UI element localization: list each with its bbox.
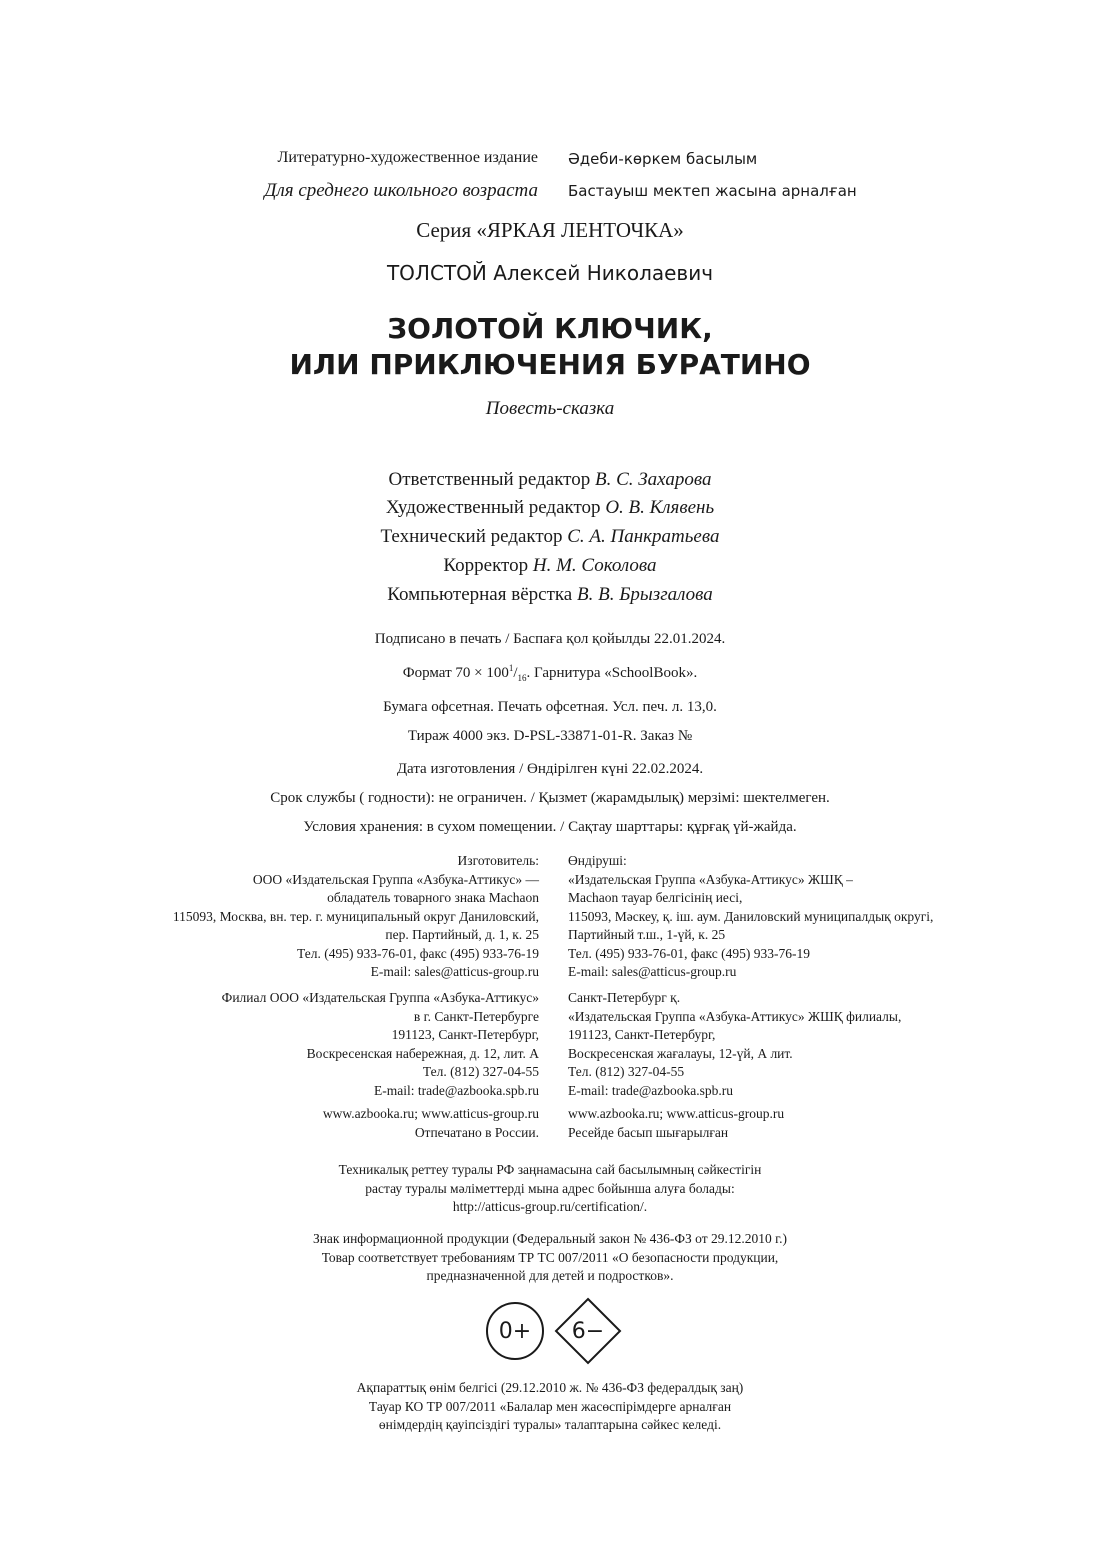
credit-name: Н. М. Соколова bbox=[532, 555, 657, 576]
manufacturer-ru-line: Изготовитель: bbox=[457, 853, 539, 868]
branch-ru-line: Воскресенская набережная, д. 12, лит. А bbox=[306, 1045, 539, 1061]
branch-kz-line: Тел. (812) 327-04-55 bbox=[568, 1064, 685, 1079]
credit-name: О. В. Клявень bbox=[605, 497, 715, 518]
edition-type-kz: Әдеби-көркем басылым bbox=[568, 150, 758, 168]
credit-role: Художественный редактор bbox=[385, 497, 601, 518]
age-rating-diamond-icon bbox=[554, 1297, 622, 1365]
branch-ru-line: Тел. (812) 327-04-55 bbox=[422, 1064, 539, 1079]
credit-line bbox=[0, 584, 1100, 606]
credit-name: С. А. Панкратьева bbox=[567, 526, 720, 547]
manufacturer-kz-line: 115093, Мәскеу, қ. іш. аум. Даниловский муниципалдық округі, bbox=[568, 908, 934, 924]
branch-kz bbox=[568, 989, 901, 1100]
credit-line bbox=[0, 526, 1100, 548]
age-rating-circle-icon: 0+ bbox=[486, 1302, 544, 1360]
series: Серия «ЯРКАЯ ЛЕНТОЧКА» bbox=[416, 218, 684, 242]
manufacturer-kz-line: «Издательская Группа «Азбука-Аттикус» ЖШҚ – bbox=[568, 871, 853, 887]
websites-kz: www.azbooka.ru; www.atticus-group.ru bbox=[568, 1106, 785, 1121]
credit-role: Компьютерная вёрстка bbox=[387, 584, 573, 605]
branch-ru-line: Филиал ООО «Издательская Группа «Азбука-Аттикус» bbox=[221, 990, 539, 1005]
manufacturer-ru-line: Тел. (495) 933-76-01, факс (495) 933-76-19 bbox=[296, 945, 539, 961]
genre: Повесть-сказка bbox=[485, 398, 615, 419]
info-product-kz bbox=[0, 1379, 1100, 1435]
manufacturer-kz-line: E-mail: sales@atticus-group.ru bbox=[568, 964, 737, 979]
branch-ru bbox=[222, 989, 539, 1100]
branch-kz-line: Санкт-Петербург қ. bbox=[568, 990, 681, 1005]
print-info bbox=[0, 625, 1100, 751]
service-life: Срок службы ( годности): не ограничен. / Қызмет (жарамдылық) мерзімі: шектелмеген. bbox=[270, 790, 830, 806]
credit-role: Технический редактор bbox=[380, 526, 563, 547]
certification-kz bbox=[0, 1161, 1100, 1217]
info-product-ru bbox=[0, 1230, 1100, 1286]
info-product-kz-line: Ақпараттық өнім белгісі (29.12.2010 ж. № 436-ФЗ федералдық заң) bbox=[356, 1380, 744, 1395]
info-product-ru-line: Товар соответствует требованиям ТР ТС 007/2011 «О безопасности продукции, bbox=[321, 1249, 779, 1265]
manufacturer-ru-line: E-mail: sales@atticus-group.ru bbox=[370, 964, 539, 979]
print-format: Формат $70 \times 100^1/_{16}$. Гарнитура «SchoolBook». bbox=[402, 663, 698, 683]
branch-kz-line: E-mail: trade@azbooka.spb.ru bbox=[568, 1082, 733, 1098]
info-product-ru-line: Знак информационной продукции (Федеральный закон № 436-ФЗ от 29.12.2010 г.) bbox=[312, 1231, 788, 1246]
branch-kz-line: 191123, Санкт-Петербург, bbox=[568, 1027, 716, 1042]
certification-kz-line: растау туралы мәліметтерді мына адрес бойынша алуға болады: bbox=[365, 1180, 735, 1196]
production-date: Дата изготовления / Өндірілген күні 22.02.2024. bbox=[396, 761, 704, 777]
certification-kz-line: Техникалық реттеу туралы РФ заңнамасына сай басылымның сәйкестігін bbox=[338, 1162, 762, 1177]
age-kz: Бастауыш мектеп жасына арналған bbox=[568, 182, 857, 200]
manufacturer-kz-line: Тел. (495) 933-76-01, факс (495) 933-76-19 bbox=[568, 945, 811, 961]
websites-ru: www.azbooka.ru; www.atticus-group.ru bbox=[322, 1106, 539, 1121]
branch-kz-line: Воскресенская жағалауы, 12-үй, А лит. bbox=[568, 1045, 793, 1061]
manufacturer-ru-line: пер. Партийный, д. 1, к. 25 bbox=[385, 927, 539, 942]
certification-kz-line: http://atticus-group.ru/certification/. bbox=[452, 1199, 648, 1214]
credit-line bbox=[0, 469, 1100, 491]
print-signed: Подписано в печать / Баспаға қол қойылды 22.01.2024. bbox=[374, 631, 726, 647]
print-paper: Бумага офсетная. Печать офсетная. Усл. печ. л. 13,0. bbox=[383, 699, 717, 715]
book-title-line2: ИЛИ ПРИКЛЮЧЕНИЯ БУРАТИНО bbox=[289, 348, 811, 381]
manufacturer-kz-line: Machaon тауар белгісінің иесі, bbox=[568, 890, 743, 905]
credit-role: Корректор bbox=[443, 555, 529, 576]
manufacturer-ru-line: ООО «Издательская Группа «Азбука-Аттикус» — bbox=[252, 871, 539, 887]
credit-line bbox=[0, 555, 1100, 577]
manufacturer-ru-line: обладатель товарного знака Machaon bbox=[327, 890, 539, 905]
credit-name: В. С. Захарова bbox=[594, 469, 712, 490]
branch-kz-line: «Издательская Группа «Азбука-Аттикус» ЖШҚ филиалы, bbox=[568, 1008, 902, 1024]
info-product-kz-line: өнімдердің қауіпсіздігі туралы» талаптарына сәйкес келеді. bbox=[378, 1417, 722, 1432]
info-product-kz-line: Тауар КО ТР 007/2011 «Балалар мен жасөспірімдерге арналған bbox=[368, 1398, 732, 1414]
web-kz bbox=[568, 1105, 784, 1142]
branch-ru-line: E-mail: trade@azbooka.spb.ru bbox=[374, 1082, 539, 1098]
manufacturer-kz-line: Партийный т.ш., 1-үй, к. 25 bbox=[568, 927, 726, 942]
book-title-line1: ЗОЛОТОЙ КЛЮЧИК, bbox=[387, 312, 713, 345]
branch-ru-line: 191123, Санкт-Петербург, bbox=[391, 1027, 539, 1042]
manufacturer-ru-line: 115093, Москва, вн. тер. г. муниципальный округ Даниловский, bbox=[172, 908, 539, 924]
manufacturer-kz bbox=[568, 852, 933, 982]
credit-name: В. В. Брызгалова bbox=[577, 584, 713, 605]
age-ru: Для среднего школьного возраста bbox=[264, 180, 538, 201]
manufacturer-ru bbox=[173, 852, 539, 982]
branch-ru-line: в г. Санкт-Петербурге bbox=[413, 1008, 539, 1024]
printed-in-ru: Отпечатано в России. bbox=[414, 1124, 539, 1140]
manufacturer-kz-line: Өндіруші: bbox=[568, 853, 627, 868]
storage-conditions: Условия хранения: в сухом помещении. / Сақтау шарттары: құрғақ үй-жайда. bbox=[303, 819, 797, 835]
printed-in-kz: Ресейде басып шығарылған bbox=[568, 1124, 729, 1140]
production-info bbox=[0, 755, 1100, 842]
web-ru bbox=[323, 1105, 539, 1142]
credit-line bbox=[0, 497, 1100, 519]
print-run: Тираж 4000 экз. D-PSL-33871-01-R. Заказ № bbox=[407, 728, 693, 744]
credit-role: Ответственный редактор bbox=[388, 469, 591, 490]
info-product-ru-line: предназначенной для детей и подростков». bbox=[426, 1268, 674, 1283]
edition-type-ru: Литературно-художественное издание bbox=[277, 149, 538, 166]
author: ТОЛСТОЙ Алексей Николаевич bbox=[386, 261, 714, 285]
age-rating-diamond-label: 6− bbox=[571, 1318, 605, 1344]
